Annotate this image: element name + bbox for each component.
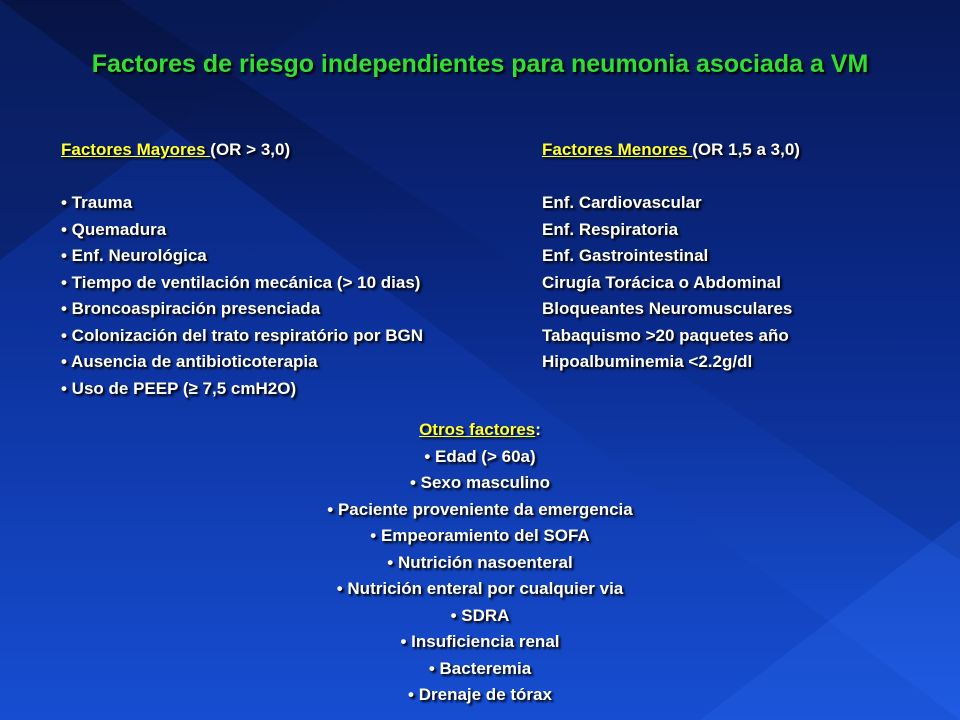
list-item: • Insuficiencia renal	[400, 632, 560, 651]
list-item: Bloqueantes Neuromusculares	[542, 299, 793, 318]
list-item: • Nutrición enteral por cualquier via	[336, 579, 624, 598]
minor-factors-header-or: (OR 1,5 a 3,0)	[692, 140, 800, 159]
list-item: • Edad (> 60a)	[424, 446, 536, 466]
list-item: Tabaquismo >20 paquetes año	[542, 325, 789, 345]
major-factors-header-label: Factores Mayores	[61, 140, 211, 159]
list-item: • Broncoaspiración presenciada	[61, 299, 321, 318]
minor-factors-header-label: Factores Menores	[542, 140, 693, 159]
list-item: • Drenaje de tórax	[408, 685, 552, 704]
list-item: Enf. Cardiovascular	[542, 193, 702, 212]
minor-factors-header	[542, 137, 800, 164]
list-item: Enf. Gastrointestinal	[542, 246, 709, 265]
slide-title: Factores de riesgo independientes para neumonia asociada a VM	[91, 50, 869, 78]
list-item: • Paciente proveniente da emergencia	[327, 499, 633, 519]
list-item: • Quemadura	[61, 219, 167, 239]
other-factors-block	[0, 417, 960, 709]
list-item: Hipoalbuminemia <2.2g/dl	[542, 352, 753, 371]
major-factors-column	[61, 137, 423, 402]
list-item: • SDRA	[450, 605, 510, 625]
major-factors-header-or: (OR > 3,0)	[210, 140, 291, 159]
list-item: Enf. Respiratoria	[542, 219, 679, 239]
list-item: • Ausencia de antibioticoterapia	[61, 352, 318, 371]
list-item: • Uso de PEEP (≥ 7,5 cmH2O)	[61, 378, 297, 398]
other-factors-header-colon: :	[535, 420, 541, 439]
other-factors-header-label: Otros factores	[419, 420, 536, 439]
minor-factors-column	[542, 137, 800, 376]
list-item: • Tiempo de ventilación mecánica (> 10 dias)	[61, 272, 421, 292]
major-factors-header	[61, 137, 423, 164]
other-factors-header	[0, 417, 960, 444]
list-item: • Enf. Neurológica	[61, 246, 207, 265]
list-item: • Colonización del trato respiratório por BGN	[61, 325, 424, 345]
list-item: • Empeoramiento del SOFA	[370, 526, 590, 545]
list-item: • Trauma	[61, 193, 133, 212]
list-item: Cirugía Torácica o Abdominal	[542, 272, 781, 292]
list-item: • Sexo masculino	[409, 473, 551, 492]
list-item: • Nutrición nasoenteral	[387, 552, 573, 572]
list-item: • Bacteremia	[428, 658, 532, 678]
